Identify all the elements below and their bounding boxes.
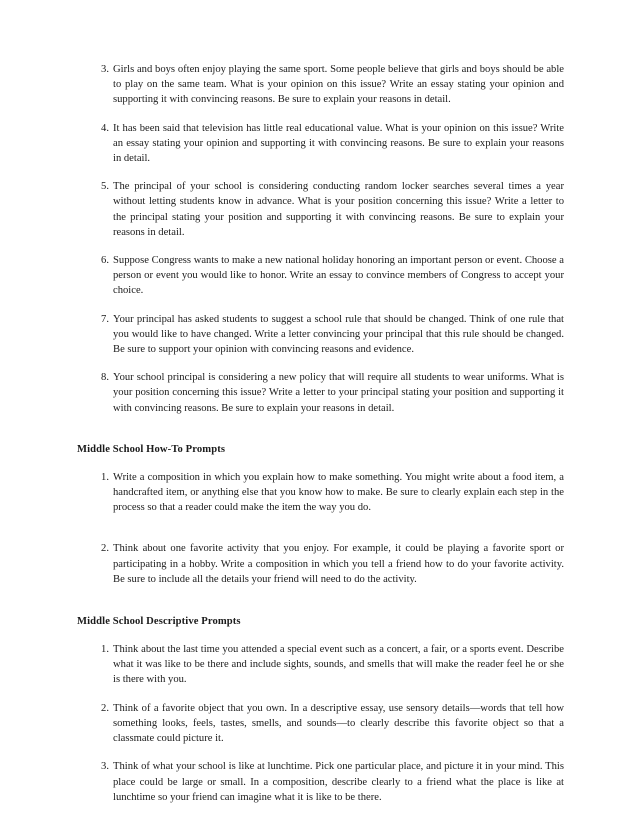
list-item-text: Your principal has asked students to suggest a school rule that should be changed. Think of one rule that you would like to have changed. Write a letter convincing your principal that this rule should be changed. Be sure to support your opinion with convincing reasons and evidence. (113, 313, 564, 356)
list-item-number: 2. (101, 543, 109, 555)
list-item-number: 4. (101, 122, 109, 134)
document-body (77, 62, 564, 805)
list-item-number: 5. (101, 181, 109, 193)
list-item (77, 253, 564, 299)
how-to-prompts-list (77, 470, 564, 587)
list-item-text: Think about one favorite activity that you enjoy. For example, it could be playing a favorite sport or participating in a hobby. Write a composition in which you tell a friend how to do your favorite activity. Be sure to include all the details your friend will need to do the activity. (113, 543, 564, 585)
list-item-number: 1. (101, 471, 109, 483)
descriptive-prompts-list (77, 642, 564, 805)
list-item (77, 701, 564, 747)
list-item-number: 2. (101, 702, 109, 714)
list-item (77, 470, 564, 516)
list-item (77, 312, 564, 358)
list-item-text: Suppose Congress wants to make a new national holiday honoring an important person or event. Choose a person or event you would like to honor. Write an essay to convince members of Congress to accept your choice. (113, 255, 564, 297)
list-item (77, 179, 564, 240)
list-item-text: It has been said that television has little real educational value. What is your opinion on this issue? Write an essay stating your opinion and supporting it with convincing reasons. Be sure to explain your reasons in detail. (113, 122, 564, 165)
list-item (77, 62, 564, 108)
list-item-text: Girls and boys often enjoy playing the same sport. Some people believe that girls and boys should be able to play on the same team. What is your opinion on this issue? Write an essay stating your opinion and supporting it with convincing reasons. Be sure to explain your reasons in detail. (113, 64, 564, 106)
list-item (77, 541, 564, 587)
list-item (77, 759, 564, 805)
list-item-number: 3. (101, 64, 109, 75)
list-item-number: 7. (101, 313, 109, 325)
section-heading-how-to: Middle School How-To Prompts (77, 443, 226, 455)
section-heading-descriptive: Middle School Descriptive Prompts (77, 616, 241, 628)
list-item (77, 121, 564, 167)
list-item-number: 8. (101, 372, 109, 384)
list-item-text: Think of a favorite object that you own. In a descriptive essay, use sensory details—words that tell how something looks, feels, tastes, smells, and sounds—to clearly describe this favorite object so that a classmate could picture it. (113, 702, 564, 745)
list-item-text: Think about the last time you attended a special event such as a concert, a fair, or a sports event. Describe what it was like to be there and include sights, sounds, and smells that will make the reader feel he or she is there with you. (113, 644, 564, 686)
argument-prompts-list (77, 62, 564, 416)
list-item-text: Think of what your school is like at lunchtime. Pick one particular place, and picture it in your mind. This place could be large or small. In a composition, describe clearly to a friend what the place is like at lunchtime so your friend can imagine what it is like to be there. (113, 761, 564, 803)
list-item-number: 1. (101, 644, 109, 656)
list-item (77, 642, 564, 688)
list-item-text: Write a composition in which you explain how to make something. You might write about a food item, a handcrafted item, or anything else that you know how to make. Be sure to clearly explain each step in the process so that a reader could make the item the way you do. (113, 471, 564, 514)
list-item (77, 370, 564, 416)
list-item-number: 6. (101, 255, 109, 267)
list-item-number: 3. (101, 761, 109, 773)
list-item-text: Your school principal is considering a new policy that will require all students to wear uniforms. What is your position concerning this issue? Write a letter to your principal stating your position and supporting it with convincing reasons. Be sure to explain your reasons in detail. (113, 372, 564, 414)
list-item-text: The principal of your school is considering conducting random locker searches several times a year without letting students know in advance. What is your position concerning this issue? Write a letter to the principal stating your position and supporting it with convincing reasons. Be sure to explain your reasons in detail. (113, 181, 564, 238)
